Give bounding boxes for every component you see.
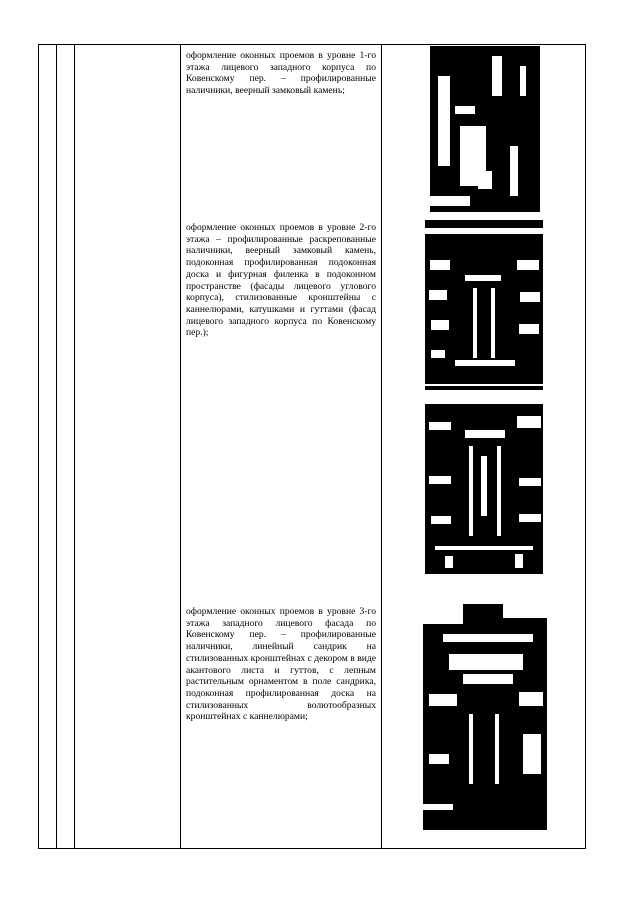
row-3-description: оформление оконных проемов в уровне 3-го этажа западного лицевого фасада по Ковенскому пер. – профилированные наличники, линейный сандрик на стилизованных кронштейнах с декором в виде акантового листа и гуттов, с лепным растительным орнаментом в поле сандрика, подоконная профилированная доска на стилизованных волютообразных кронштейнах с каннелюрами; <box>186 606 376 723</box>
column-divider <box>56 44 57 849</box>
facade-photo-3 <box>425 386 543 574</box>
row-1-description: оформление оконных проемов в уровне 1-го этажа лицевого западного корпуса по Ковенскому пер. – профилированные наличники, веерный замковый камень; <box>186 50 376 97</box>
facade-photo-4 <box>423 604 547 830</box>
facade-photo-1 <box>430 46 540 212</box>
column-divider <box>74 44 75 849</box>
row-2-description: оформление оконных проемов в уровне 2-го этажа – профилированные раскрепованные наличники, веерный замковый камень, подоконная профилированная подоконная доска и фигурная филенка в подоконном пространстве (фасады лицевого углового корпуса), стилизованные кронштейны с каннелюрами, катушками и гуттами (фасад лицевого западного корпуса по Ковенскому пер.); <box>186 222 376 339</box>
facade-photo-2 <box>425 220 543 384</box>
column-divider <box>180 44 181 849</box>
column-divider <box>381 44 382 849</box>
